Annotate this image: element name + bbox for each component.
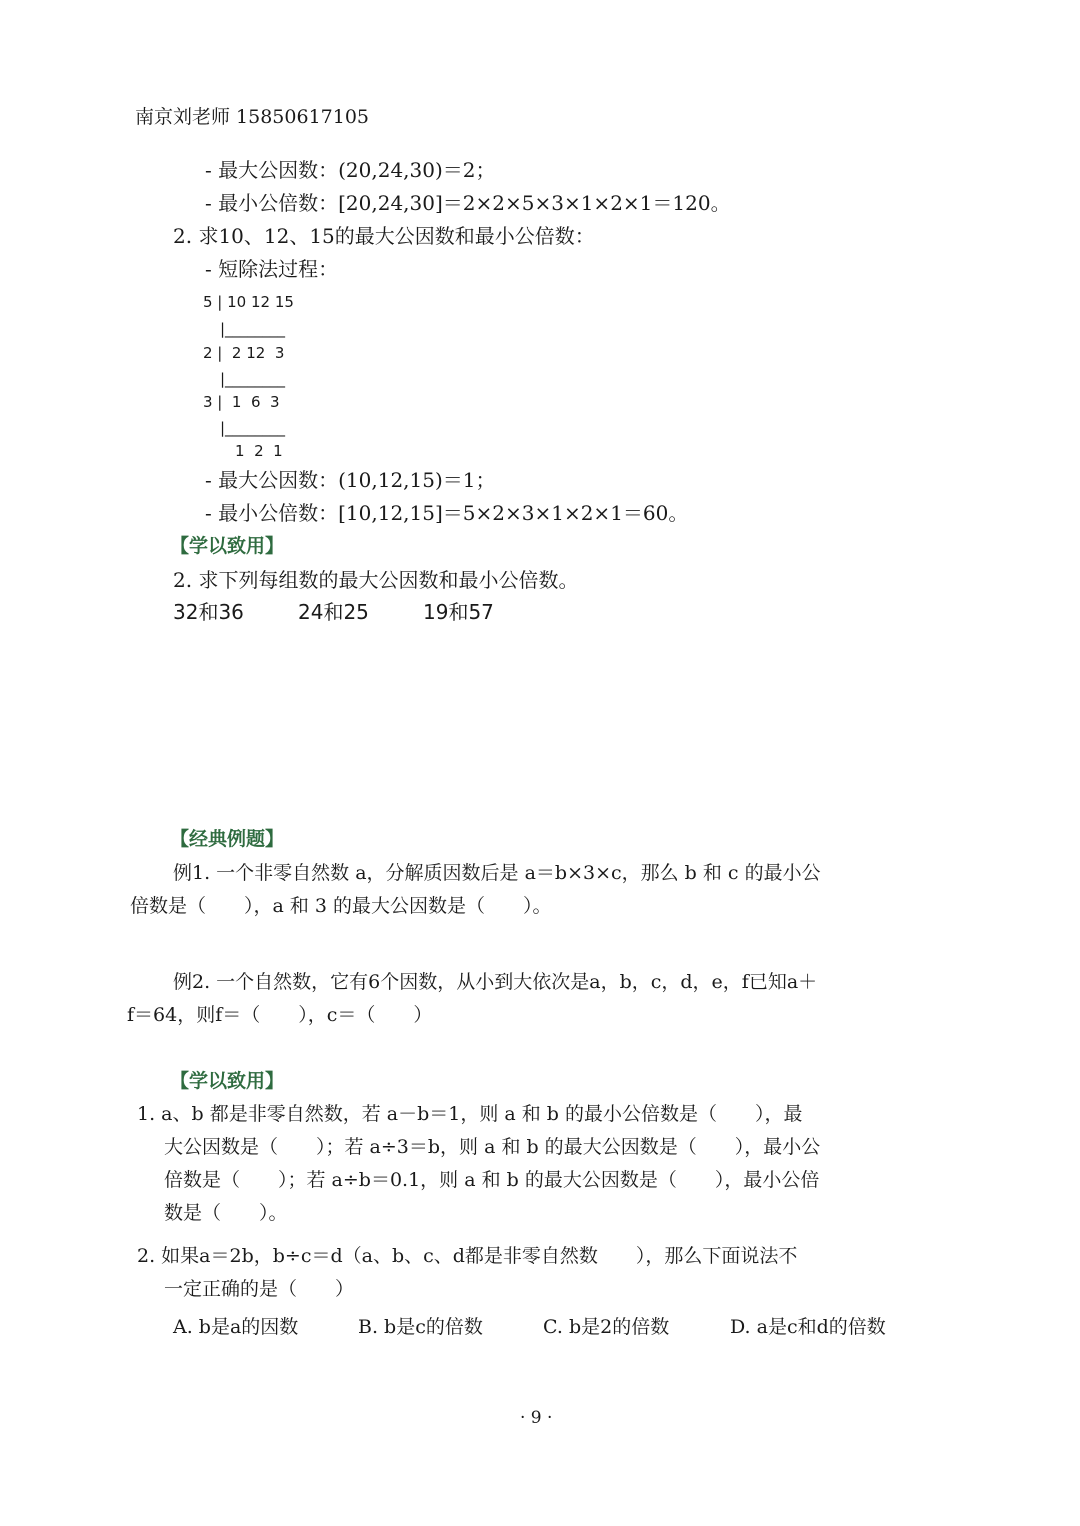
question-1-line: 大公因数是（ ）；若 a÷3＝b，则 a 和 b 的最大公因数是（ ），最小公 bbox=[164, 1136, 821, 1158]
number-pair: 24和25 bbox=[298, 600, 369, 624]
division-row: 2 | 2 12 3 bbox=[203, 344, 285, 362]
section-heading-examples: 【经典例题】 bbox=[170, 828, 285, 850]
apply-question: 2. 求下列每组数的最大公因数和最小公倍数。 bbox=[173, 568, 579, 592]
number-pair: 19和57 bbox=[423, 600, 494, 624]
section-heading-apply: 【学以致用】 bbox=[170, 535, 285, 557]
division-row: 5 | 10 12 15 bbox=[203, 293, 294, 311]
example-1-line-1: 例1. 一个非零自然数 a，分解质因数后是 a＝b×3×c，那么 b 和 c 的最小公 bbox=[173, 862, 821, 884]
gcd-line-20-24-30: - 最大公因数：(20,24,30)＝2； bbox=[205, 158, 496, 182]
question-2-line: 一定正确的是（ ） bbox=[164, 1278, 355, 1300]
example-2-line-1: 例2. 一个自然数，它有6个因数，从小到大依次是a，b，c，d，e，f已知a＋ bbox=[173, 971, 818, 993]
question-1-line: 1. a、b 都是非零自然数，若 a－b＝1，则 a 和 b 的最小公倍数是（ ），最 bbox=[137, 1103, 803, 1125]
division-line: |________ bbox=[220, 320, 286, 338]
section-heading-apply: 【学以致用】 bbox=[170, 1070, 285, 1092]
lcm-line-10-12-15: - 最小公倍数：[10,12,15]＝5×2×3×1×2×1＝60。 bbox=[205, 501, 689, 525]
division-row: 3 | 1 6 3 bbox=[203, 393, 280, 411]
division-line: |________ bbox=[220, 419, 286, 437]
question-1-line: 倍数是（ ）；若 a÷b＝0.1，则 a 和 b 的最大公因数是（ ），最小公倍 bbox=[164, 1169, 820, 1191]
lcm-line-20-24-30: - 最小公倍数：[20,24,30]＝2×2×5×3×1×2×1＝120。 bbox=[205, 191, 731, 215]
option-c: C. b是2的倍数 bbox=[543, 1316, 670, 1338]
problem-2-title: 2. 求10、12、15的最大公因数和最小公倍数： bbox=[173, 224, 595, 248]
page-number: · 9 · bbox=[520, 1408, 553, 1428]
option-d: D. a是c和d的倍数 bbox=[730, 1316, 886, 1338]
option-a: A. b是a的因数 bbox=[173, 1316, 299, 1338]
header-author: 南京刘老师 15850617105 bbox=[135, 106, 370, 128]
number-pair: 32和36 bbox=[173, 600, 244, 624]
question-2-line: 2. 如果a＝2b，b÷c＝d（a、b、c、d都是非零自然数 ），那么下面说法不 bbox=[137, 1245, 798, 1267]
short-division-label: - 短除法过程： bbox=[205, 257, 339, 281]
example-1-line-2: 倍数是（ ），a 和 3 的最大公因数是（ ）。 bbox=[130, 895, 552, 917]
option-b: B. b是c的倍数 bbox=[358, 1316, 483, 1338]
division-result: 1 2 1 bbox=[235, 442, 283, 460]
example-2-line-2: f＝64，则f＝（ ），c＝（ ） bbox=[127, 1004, 433, 1026]
question-1-line: 数是（ ）。 bbox=[164, 1202, 288, 1224]
gcd-line-10-12-15: - 最大公因数：(10,12,15)＝1； bbox=[205, 468, 496, 492]
division-line: |________ bbox=[220, 370, 286, 388]
